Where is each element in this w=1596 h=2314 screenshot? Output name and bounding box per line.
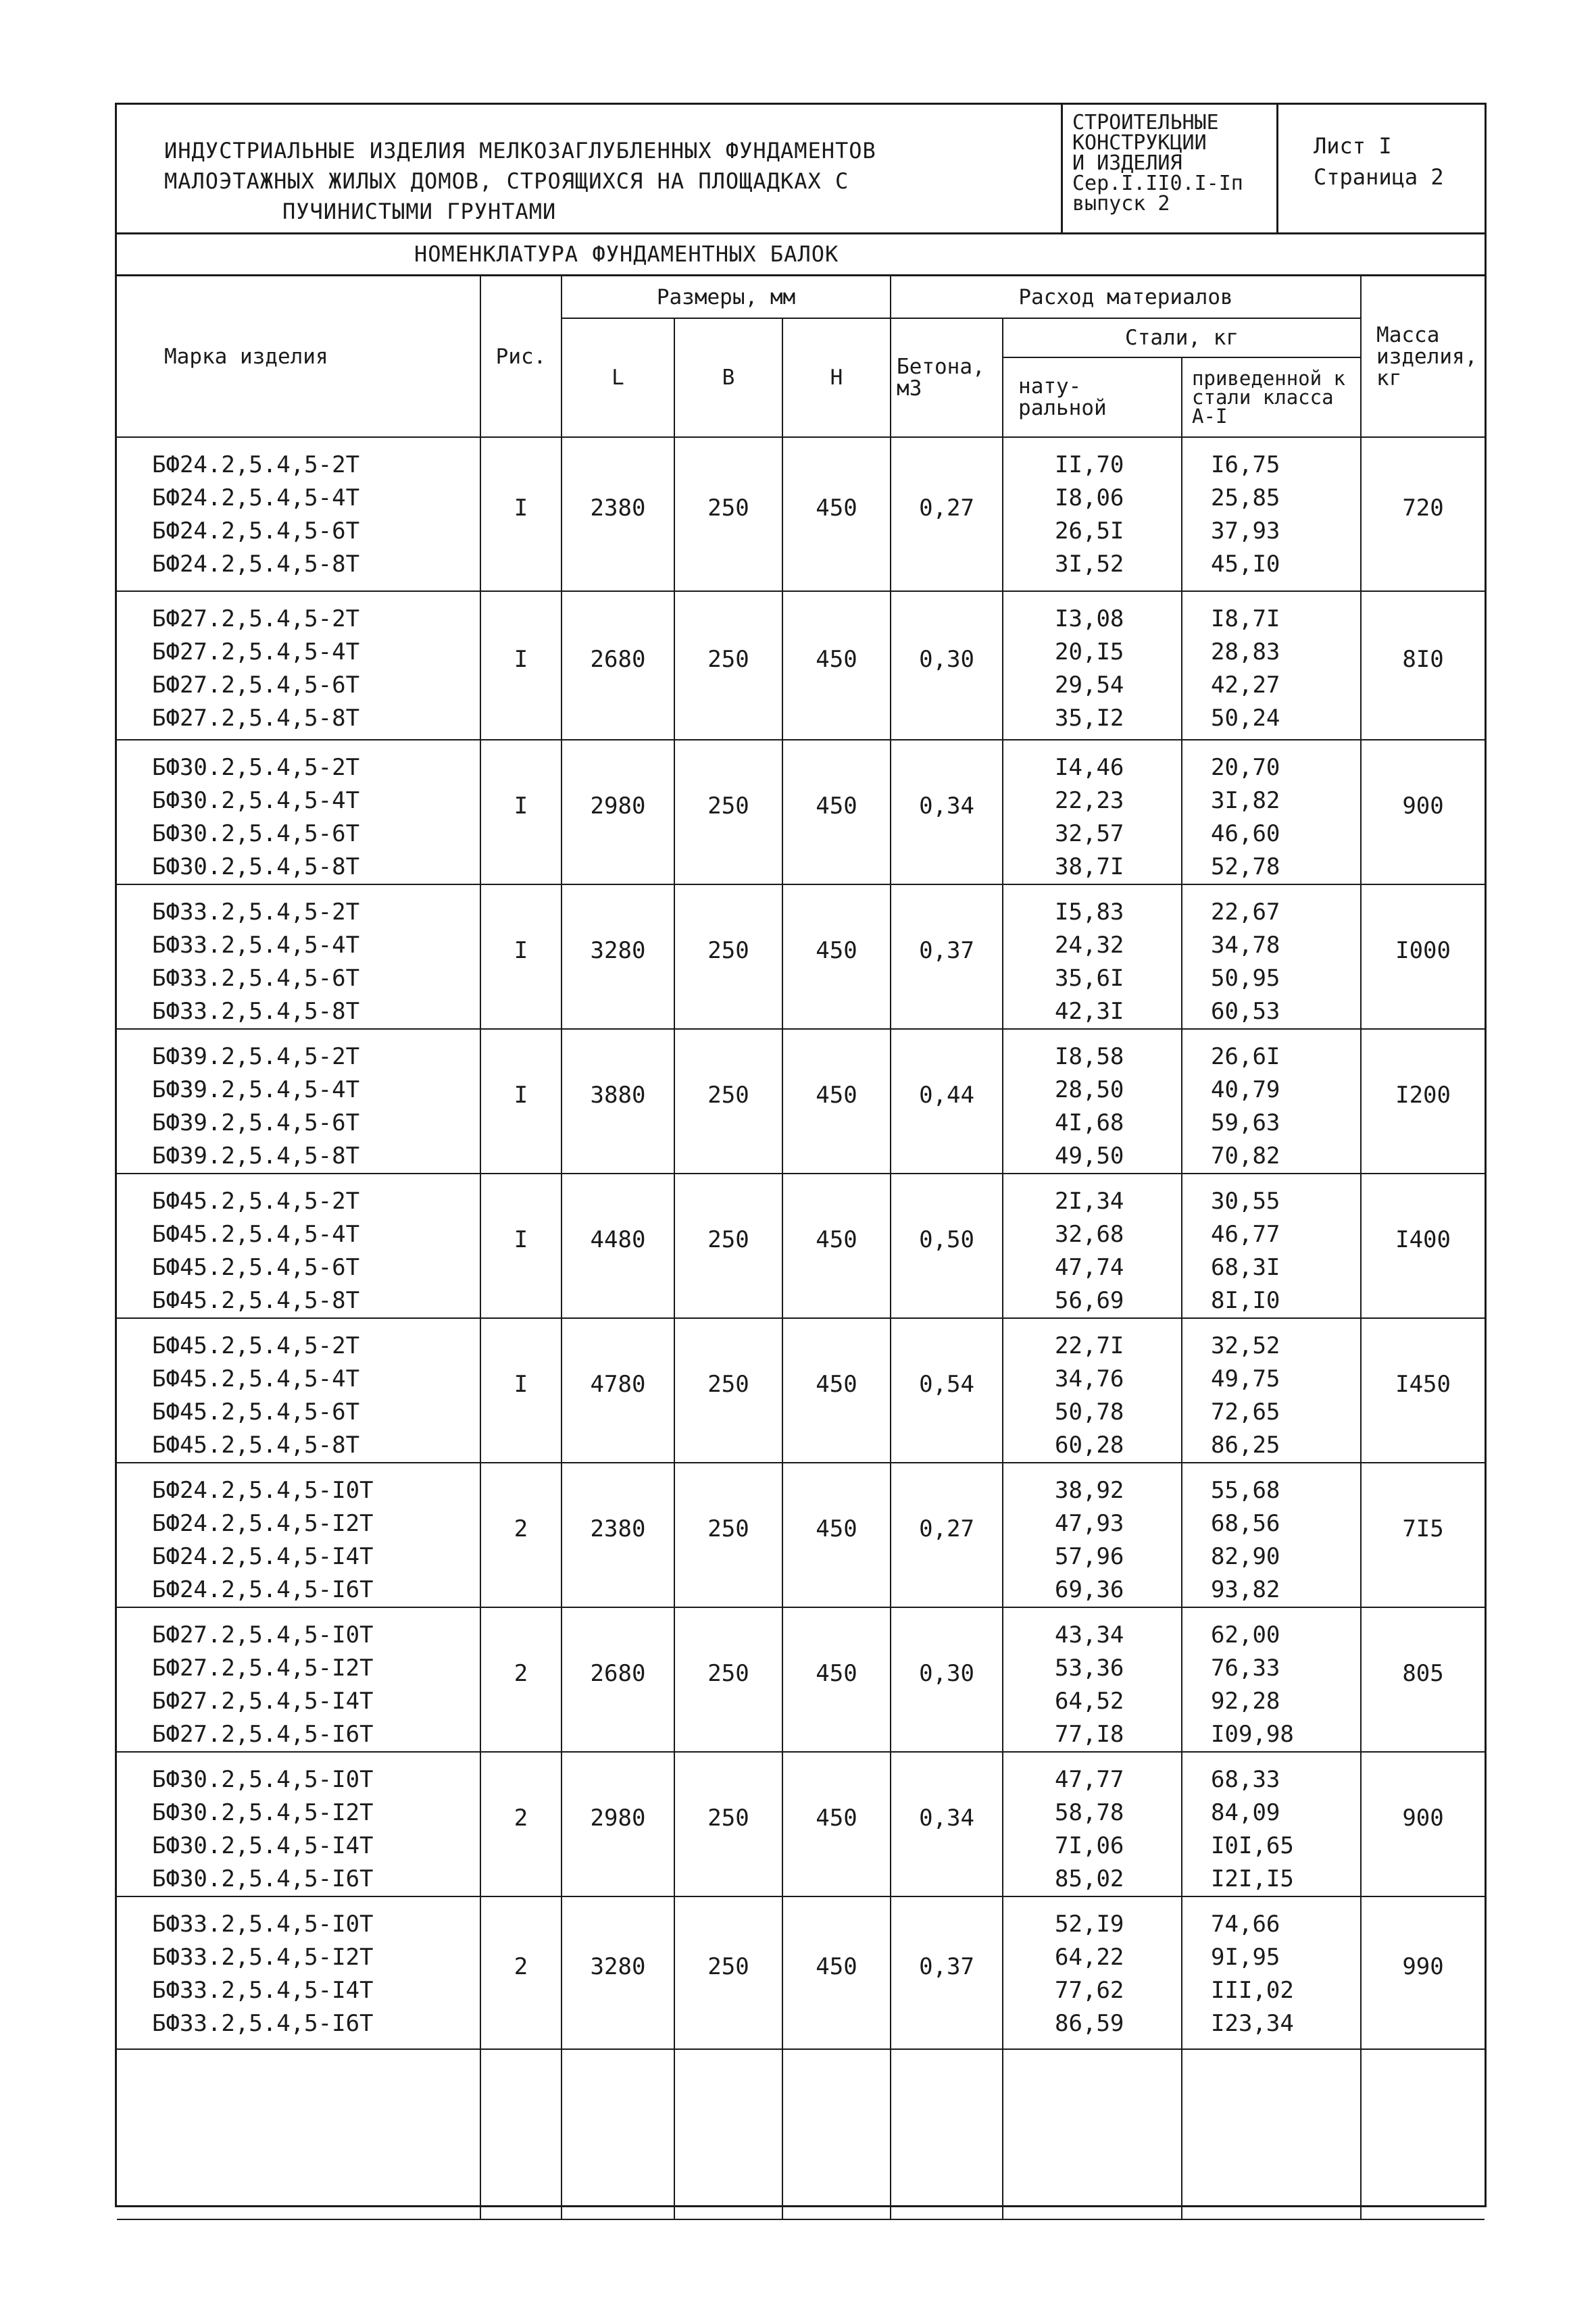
reduced-steel-value: 82,90 bbox=[1211, 1543, 1280, 1570]
reduced-steel-cell bbox=[1182, 1029, 1361, 1174]
width-cell: 250 bbox=[674, 1463, 782, 1607]
product-mark: БФ33.2,5.4,5-I6Т bbox=[152, 2010, 374, 2037]
natural-steel-value: 47,74 bbox=[1055, 1254, 1124, 1281]
width-cell: 250 bbox=[674, 437, 782, 591]
length-cell: 2980 bbox=[562, 740, 674, 884]
fig-cell: I bbox=[480, 884, 562, 1029]
concrete-cell: 0,50 bbox=[891, 1174, 1003, 1318]
height-cell: 450 bbox=[782, 884, 891, 1029]
natural-steel-value: 24,32 bbox=[1055, 932, 1124, 959]
mark-cell bbox=[117, 437, 480, 591]
natural-steel-value: 42,3I bbox=[1055, 998, 1124, 1025]
reduced-steel-value: 93,82 bbox=[1211, 1576, 1280, 1603]
natural-steel-value: 77,I8 bbox=[1055, 1721, 1124, 1748]
height-cell: 450 bbox=[782, 1752, 891, 1896]
reduced-steel-value: 84,09 bbox=[1211, 1799, 1280, 1826]
col-header-concrete: Бетона, м3 bbox=[891, 318, 1003, 437]
width-cell: 250 bbox=[674, 884, 782, 1029]
width-cell: 250 bbox=[674, 1029, 782, 1174]
reduced-steel-value: 68,33 bbox=[1211, 1766, 1280, 1793]
empty-cell bbox=[480, 2049, 562, 2219]
reduced-steel-value: 60,53 bbox=[1211, 998, 1280, 1025]
series-block bbox=[1061, 105, 1278, 232]
table-row bbox=[117, 591, 1485, 740]
natural-steel-value: 64,52 bbox=[1055, 1688, 1124, 1715]
col-header-mass: Масса изделия, кг bbox=[1361, 276, 1485, 437]
col-header-sizes: Размеры, мм bbox=[562, 276, 891, 318]
document-sheet bbox=[115, 103, 1487, 2207]
natural-steel-value: 35,6I bbox=[1055, 965, 1124, 992]
fig-cell: 2 bbox=[480, 1752, 562, 1896]
product-mark: БФ45.2,5.4,5-2Т bbox=[152, 1332, 360, 1359]
reduced-steel-cell bbox=[1182, 740, 1361, 884]
product-mark: БФ24.2,5.4,5-I0Т bbox=[152, 1477, 374, 1504]
product-mark: БФ24.2,5.4,5-8Т bbox=[152, 551, 360, 578]
reduced-steel-value: 74,66 bbox=[1211, 1911, 1280, 1938]
mark-cell bbox=[117, 1896, 480, 2049]
width-cell: 250 bbox=[674, 591, 782, 740]
table-row bbox=[117, 1318, 1485, 1463]
height-cell: 450 bbox=[782, 1607, 891, 1752]
title-line: ПУЧИНИСТЫМИ ГРУНТАМИ bbox=[282, 199, 557, 224]
natural-steel-cell bbox=[1003, 1318, 1182, 1463]
reduced-steel-cell bbox=[1182, 884, 1361, 1029]
table-row bbox=[117, 1607, 1485, 1752]
product-mark: БФ30.2,5.4,5-4Т bbox=[152, 787, 360, 814]
col-header-H: H bbox=[782, 318, 891, 437]
natural-steel-cell bbox=[1003, 437, 1182, 591]
width-cell: 250 bbox=[674, 1752, 782, 1896]
product-mark: БФ30.2,5.4,5-I2Т bbox=[152, 1799, 374, 1826]
product-mark: БФ27.2,5.4,5-2Т bbox=[152, 605, 360, 632]
reduced-steel-value: 30,55 bbox=[1211, 1188, 1280, 1215]
natural-steel-value: 58,78 bbox=[1055, 1799, 1124, 1826]
empty-cell bbox=[562, 2049, 674, 2219]
beam-nomenclature-table bbox=[117, 276, 1485, 2220]
natural-steel-value: 4I,68 bbox=[1055, 1109, 1124, 1136]
natural-steel-value: 28,50 bbox=[1055, 1076, 1124, 1103]
product-mark: БФ27.2,5.4,5-4Т bbox=[152, 638, 360, 665]
concrete-cell: 0,37 bbox=[891, 1896, 1003, 2049]
fig-cell: I bbox=[480, 591, 562, 740]
empty-cell bbox=[782, 2049, 891, 2219]
product-mark: БФ45.2,5.4,5-6Т bbox=[152, 1399, 360, 1426]
reduced-steel-cell bbox=[1182, 1174, 1361, 1318]
title-block bbox=[117, 105, 1485, 234]
natural-steel-value: 34,76 bbox=[1055, 1365, 1124, 1392]
width-cell: 250 bbox=[674, 740, 782, 884]
reduced-steel-cell bbox=[1182, 1607, 1361, 1752]
length-cell: 2680 bbox=[562, 1607, 674, 1752]
concrete-cell: 0,54 bbox=[891, 1318, 1003, 1463]
length-cell: 2380 bbox=[562, 1463, 674, 1607]
concrete-cell: 0,27 bbox=[891, 437, 1003, 591]
empty-cell bbox=[1361, 2049, 1485, 2219]
col-header-natural: нату- ральной bbox=[1003, 357, 1182, 437]
natural-steel-value: 86,59 bbox=[1055, 2010, 1124, 2037]
title-line: ИНДУСТРИАЛЬНЫЕ ИЗДЕЛИЯ МЕЛКОЗАГЛУБЛЕННЫХ ФУНДАМЕНТОВ bbox=[164, 138, 876, 164]
table-row bbox=[117, 1174, 1485, 1318]
natural-steel-value: 32,57 bbox=[1055, 820, 1124, 847]
mark-cell bbox=[117, 1029, 480, 1174]
height-cell: 450 bbox=[782, 1463, 891, 1607]
height-cell: 450 bbox=[782, 740, 891, 884]
empty-cell bbox=[1003, 2049, 1182, 2219]
reduced-steel-value: I8,7I bbox=[1211, 605, 1280, 632]
natural-steel-value: I5,83 bbox=[1055, 899, 1124, 926]
fig-cell: I bbox=[480, 1029, 562, 1174]
fig-cell: 2 bbox=[480, 1607, 562, 1752]
fig-cell: I bbox=[480, 740, 562, 884]
fig-cell: 2 bbox=[480, 1896, 562, 2049]
reduced-steel-value: 68,3I bbox=[1211, 1254, 1280, 1281]
mass-cell: 720 bbox=[1361, 437, 1485, 591]
series-line: СТРОИТЕЛЬНЫЕ bbox=[1072, 111, 1219, 134]
reduced-steel-value: 22,67 bbox=[1211, 899, 1280, 926]
mass-cell: 805 bbox=[1361, 1607, 1485, 1752]
natural-steel-cell bbox=[1003, 1029, 1182, 1174]
natural-steel-value: 22,7I bbox=[1055, 1332, 1124, 1359]
table-row bbox=[117, 1029, 1485, 1174]
sheet-number: Лист I bbox=[1314, 133, 1392, 159]
reduced-steel-value: 50,95 bbox=[1211, 965, 1280, 992]
height-cell: 450 bbox=[782, 1174, 891, 1318]
empty-row bbox=[117, 2049, 1485, 2219]
natural-steel-value: I3,08 bbox=[1055, 605, 1124, 632]
reduced-steel-value: I2I,I5 bbox=[1211, 1865, 1294, 1892]
product-mark: БФ24.2,5.4,5-I6Т bbox=[152, 1576, 374, 1603]
series-line: И ИЗДЕЛИЯ bbox=[1072, 151, 1182, 175]
concrete-cell: 0,44 bbox=[891, 1029, 1003, 1174]
product-mark: БФ30.2,5.4,5-6Т bbox=[152, 820, 360, 847]
product-mark: БФ45.2,5.4,5-4Т bbox=[152, 1221, 360, 1248]
reduced-steel-value: 9I,95 bbox=[1211, 1944, 1280, 1971]
width-cell: 250 bbox=[674, 1896, 782, 2049]
reduced-steel-value: 55,68 bbox=[1211, 1477, 1280, 1504]
fig-cell: I bbox=[480, 1318, 562, 1463]
table-row bbox=[117, 1463, 1485, 1607]
length-cell: 2980 bbox=[562, 1752, 674, 1896]
table-row bbox=[117, 884, 1485, 1029]
natural-steel-value: 69,36 bbox=[1055, 1576, 1124, 1603]
col-header-materials: Расход материалов bbox=[891, 276, 1361, 318]
natural-steel-value: 60,28 bbox=[1055, 1432, 1124, 1459]
reduced-steel-cell bbox=[1182, 591, 1361, 740]
product-mark: БФ45.2,5.4,5-6Т bbox=[152, 1254, 360, 1281]
height-cell: 450 bbox=[782, 437, 891, 591]
reduced-steel-value: 49,75 bbox=[1211, 1365, 1280, 1392]
product-mark: БФ27.2,5.4,5-6Т bbox=[152, 672, 360, 699]
reduced-steel-value: 25,85 bbox=[1211, 484, 1280, 511]
col-header-B: B bbox=[674, 318, 782, 437]
table-row bbox=[117, 740, 1485, 884]
col-header-reduced: приведенной к стали класса А-I bbox=[1182, 357, 1361, 437]
height-cell: 450 bbox=[782, 1896, 891, 2049]
product-mark: БФ27.2,5.4,5-I6Т bbox=[152, 1721, 374, 1748]
col-header-steel: Стали, кг bbox=[1003, 318, 1361, 357]
reduced-steel-value: 68,56 bbox=[1211, 1510, 1280, 1537]
reduced-steel-value: 70,82 bbox=[1211, 1142, 1280, 1169]
length-cell: 2680 bbox=[562, 591, 674, 740]
mark-cell bbox=[117, 1752, 480, 1896]
table-body bbox=[117, 437, 1485, 2219]
series-line: Сер.I.II0.I-Iп bbox=[1072, 172, 1243, 195]
col-header-mark: Марка изделия bbox=[117, 276, 480, 437]
page-number: Страница 2 bbox=[1314, 164, 1444, 190]
reduced-steel-value: 3I,82 bbox=[1211, 787, 1280, 814]
product-mark: БФ30.2,5.4,5-2Т bbox=[152, 754, 360, 781]
product-mark: БФ30.2,5.4,5-I4Т bbox=[152, 1832, 374, 1859]
width-cell: 250 bbox=[674, 1607, 782, 1752]
mass-cell: 900 bbox=[1361, 1752, 1485, 1896]
product-mark: БФ45.2,5.4,5-8Т bbox=[152, 1432, 360, 1459]
natural-steel-cell bbox=[1003, 591, 1182, 740]
natural-steel-value: 50,78 bbox=[1055, 1399, 1124, 1426]
reduced-steel-value: 59,63 bbox=[1211, 1109, 1280, 1136]
concrete-cell: 0,27 bbox=[891, 1463, 1003, 1607]
table-row bbox=[117, 1896, 1485, 2049]
length-cell: 4480 bbox=[562, 1174, 674, 1318]
width-cell: 250 bbox=[674, 1174, 782, 1318]
product-mark: БФ33.2,5.4,5-2Т bbox=[152, 899, 360, 926]
fig-cell: 2 bbox=[480, 1463, 562, 1607]
fig-cell: I bbox=[480, 1174, 562, 1318]
height-cell: 450 bbox=[782, 591, 891, 740]
width-cell: 250 bbox=[674, 1318, 782, 1463]
product-mark: БФ24.2,5.4,5-I2Т bbox=[152, 1510, 374, 1537]
reduced-steel-value: I09,98 bbox=[1211, 1721, 1294, 1748]
reduced-steel-cell bbox=[1182, 1318, 1361, 1463]
mark-cell bbox=[117, 1607, 480, 1752]
empty-cell bbox=[674, 2049, 782, 2219]
reduced-steel-value: 76,33 bbox=[1211, 1655, 1280, 1682]
concrete-cell: 0,34 bbox=[891, 1752, 1003, 1896]
natural-steel-value: 53,36 bbox=[1055, 1655, 1124, 1682]
natural-steel-value: 35,I2 bbox=[1055, 705, 1124, 732]
product-mark: БФ30.2,5.4,5-8Т bbox=[152, 853, 360, 880]
natural-steel-value: I4,46 bbox=[1055, 754, 1124, 781]
natural-steel-value: 7I,06 bbox=[1055, 1832, 1124, 1859]
height-cell: 450 bbox=[782, 1029, 891, 1174]
mass-cell: 8I0 bbox=[1361, 591, 1485, 740]
concrete-cell: 0,30 bbox=[891, 1607, 1003, 1752]
natural-steel-value: 52,I9 bbox=[1055, 1911, 1124, 1938]
natural-steel-cell bbox=[1003, 1174, 1182, 1318]
mass-cell: I200 bbox=[1361, 1029, 1485, 1174]
mass-cell: I400 bbox=[1361, 1174, 1485, 1318]
natural-steel-value: 64,22 bbox=[1055, 1944, 1124, 1971]
reduced-steel-value: 50,24 bbox=[1211, 705, 1280, 732]
product-mark: БФ33.2,5.4,5-4Т bbox=[152, 932, 360, 959]
series-line: КОНСТРУКЦИИ bbox=[1072, 131, 1207, 155]
product-mark: БФ33.2,5.4,5-6Т bbox=[152, 965, 360, 992]
reduced-steel-value: 26,6I bbox=[1211, 1043, 1280, 1070]
product-mark: БФ30.2,5.4,5-I6Т bbox=[152, 1865, 374, 1892]
natural-steel-value: 57,96 bbox=[1055, 1543, 1124, 1570]
reduced-steel-cell bbox=[1182, 1752, 1361, 1896]
reduced-steel-value: 37,93 bbox=[1211, 518, 1280, 545]
fig-cell: I bbox=[480, 437, 562, 591]
natural-steel-value: 22,23 bbox=[1055, 787, 1124, 814]
natural-steel-cell bbox=[1003, 884, 1182, 1029]
product-mark: БФ24.2,5.4,5-2Т bbox=[152, 451, 360, 478]
reduced-steel-value: 34,78 bbox=[1211, 932, 1280, 959]
col-header-fig: Рис. bbox=[480, 276, 562, 437]
length-cell: 3880 bbox=[562, 1029, 674, 1174]
length-cell: 4780 bbox=[562, 1318, 674, 1463]
natural-steel-value: 29,54 bbox=[1055, 672, 1124, 699]
document-title bbox=[164, 136, 1110, 227]
reduced-steel-value: I6,75 bbox=[1211, 451, 1280, 478]
reduced-steel-value: I23,34 bbox=[1211, 2010, 1294, 2037]
natural-steel-value: 3I,52 bbox=[1055, 551, 1124, 578]
concrete-cell: 0,37 bbox=[891, 884, 1003, 1029]
product-mark: БФ45.2,5.4,5-8Т bbox=[152, 1287, 360, 1314]
natural-steel-value: 43,34 bbox=[1055, 1621, 1124, 1649]
natural-steel-cell bbox=[1003, 740, 1182, 884]
mass-cell: 900 bbox=[1361, 740, 1485, 884]
natural-steel-value: 26,5I bbox=[1055, 518, 1124, 545]
product-mark: БФ33.2,5.4,5-8Т bbox=[152, 998, 360, 1025]
series-line: выпуск 2 bbox=[1072, 192, 1170, 216]
product-mark: БФ24.2,5.4,5-6Т bbox=[152, 518, 360, 545]
natural-steel-value: 2I,34 bbox=[1055, 1188, 1124, 1215]
table-row bbox=[117, 437, 1485, 591]
natural-steel-cell bbox=[1003, 1607, 1182, 1752]
reduced-steel-value: 46,77 bbox=[1211, 1221, 1280, 1248]
reduced-steel-value: 92,28 bbox=[1211, 1688, 1280, 1715]
reduced-steel-value: 62,00 bbox=[1211, 1621, 1280, 1649]
reduced-steel-value: 52,78 bbox=[1211, 853, 1280, 880]
reduced-steel-cell bbox=[1182, 1896, 1361, 2049]
reduced-steel-value: 42,27 bbox=[1211, 672, 1280, 699]
sheet-number-block bbox=[1278, 105, 1485, 232]
concrete-cell: 0,30 bbox=[891, 591, 1003, 740]
product-mark: БФ39.2,5.4,5-4Т bbox=[152, 1076, 360, 1103]
empty-cell bbox=[891, 2049, 1003, 2219]
natural-steel-value: 47,93 bbox=[1055, 1510, 1124, 1537]
reduced-steel-cell bbox=[1182, 437, 1361, 591]
mass-cell: I450 bbox=[1361, 1318, 1485, 1463]
natural-steel-value: 20,I5 bbox=[1055, 638, 1124, 665]
natural-steel-value: 85,02 bbox=[1055, 1865, 1124, 1892]
mass-cell: I000 bbox=[1361, 884, 1485, 1029]
natural-steel-value: 38,92 bbox=[1055, 1477, 1124, 1504]
product-mark: БФ27.2,5.4,5-8Т bbox=[152, 705, 360, 732]
product-mark: БФ39.2,5.4,5-2Т bbox=[152, 1043, 360, 1070]
natural-steel-value: 56,69 bbox=[1055, 1287, 1124, 1314]
product-mark: БФ45.2,5.4,5-4Т bbox=[152, 1365, 360, 1392]
product-mark: БФ27.2,5.4,5-I0Т bbox=[152, 1621, 374, 1649]
title-line: МАЛОЭТАЖНЫХ ЖИЛЫХ ДОМОВ, СТРОЯЩИХСЯ НА ПЛОЩАДКАХ С bbox=[164, 168, 849, 194]
reduced-steel-value: 86,25 bbox=[1211, 1432, 1280, 1459]
mark-cell bbox=[117, 740, 480, 884]
product-mark: БФ33.2,5.4,5-I0Т bbox=[152, 1911, 374, 1938]
mark-cell bbox=[117, 591, 480, 740]
product-mark: БФ27.2,5.4,5-I4Т bbox=[152, 1688, 374, 1715]
natural-steel-value: 49,50 bbox=[1055, 1142, 1124, 1169]
natural-steel-value: 32,68 bbox=[1055, 1221, 1124, 1248]
mark-cell bbox=[117, 1174, 480, 1318]
product-mark: БФ39.2,5.4,5-6Т bbox=[152, 1109, 360, 1136]
natural-steel-value: 38,7I bbox=[1055, 853, 1124, 880]
mark-cell bbox=[117, 884, 480, 1029]
length-cell: 2380 bbox=[562, 437, 674, 591]
product-mark: БФ33.2,5.4,5-I2Т bbox=[152, 1944, 374, 1971]
reduced-steel-value: 20,70 bbox=[1211, 754, 1280, 781]
mark-cell bbox=[117, 1463, 480, 1607]
natural-steel-value: 47,77 bbox=[1055, 1766, 1124, 1793]
concrete-cell: 0,34 bbox=[891, 740, 1003, 884]
product-mark: БФ33.2,5.4,5-I4Т bbox=[152, 1977, 374, 2004]
natural-steel-cell bbox=[1003, 1896, 1182, 2049]
mark-cell bbox=[117, 1318, 480, 1463]
table-caption: НОМЕНКЛАТУРА ФУНДАМЕНТНЫХ БАЛОК bbox=[414, 241, 839, 267]
natural-steel-value: II,70 bbox=[1055, 451, 1124, 478]
natural-steel-value: 77,62 bbox=[1055, 1977, 1124, 2004]
product-mark: БФ45.2,5.4,5-2Т bbox=[152, 1188, 360, 1215]
product-mark: БФ24.2,5.4,5-I4Т bbox=[152, 1543, 374, 1570]
height-cell: 450 bbox=[782, 1318, 891, 1463]
natural-steel-value: I8,58 bbox=[1055, 1043, 1124, 1070]
length-cell: 3280 bbox=[562, 1896, 674, 2049]
product-mark: БФ30.2,5.4,5-I0Т bbox=[152, 1766, 374, 1793]
mass-cell: 7I5 bbox=[1361, 1463, 1485, 1607]
table-caption-row bbox=[117, 234, 1485, 276]
col-header-L: L bbox=[562, 318, 674, 437]
reduced-steel-value: I0I,65 bbox=[1211, 1832, 1294, 1859]
length-cell: 3280 bbox=[562, 884, 674, 1029]
reduced-steel-value: 32,52 bbox=[1211, 1332, 1280, 1359]
reduced-steel-value: 45,I0 bbox=[1211, 551, 1280, 578]
empty-cell bbox=[117, 2049, 480, 2219]
reduced-steel-value: 72,65 bbox=[1211, 1399, 1280, 1426]
reduced-steel-value: III,02 bbox=[1211, 1977, 1294, 2004]
reduced-steel-cell bbox=[1182, 1463, 1361, 1607]
product-mark: БФ39.2,5.4,5-8Т bbox=[152, 1142, 360, 1169]
reduced-steel-value: 8I,I0 bbox=[1211, 1287, 1280, 1314]
natural-steel-cell bbox=[1003, 1752, 1182, 1896]
product-mark: БФ27.2,5.4,5-I2Т bbox=[152, 1655, 374, 1682]
natural-steel-cell bbox=[1003, 1463, 1182, 1607]
table-row bbox=[117, 1752, 1485, 1896]
mass-cell: 990 bbox=[1361, 1896, 1485, 2049]
natural-steel-value: I8,06 bbox=[1055, 484, 1124, 511]
reduced-steel-value: 40,79 bbox=[1211, 1076, 1280, 1103]
reduced-steel-value: 28,83 bbox=[1211, 638, 1280, 665]
reduced-steel-value: 46,60 bbox=[1211, 820, 1280, 847]
product-mark: БФ24.2,5.4,5-4Т bbox=[152, 484, 360, 511]
empty-cell bbox=[1182, 2049, 1361, 2219]
